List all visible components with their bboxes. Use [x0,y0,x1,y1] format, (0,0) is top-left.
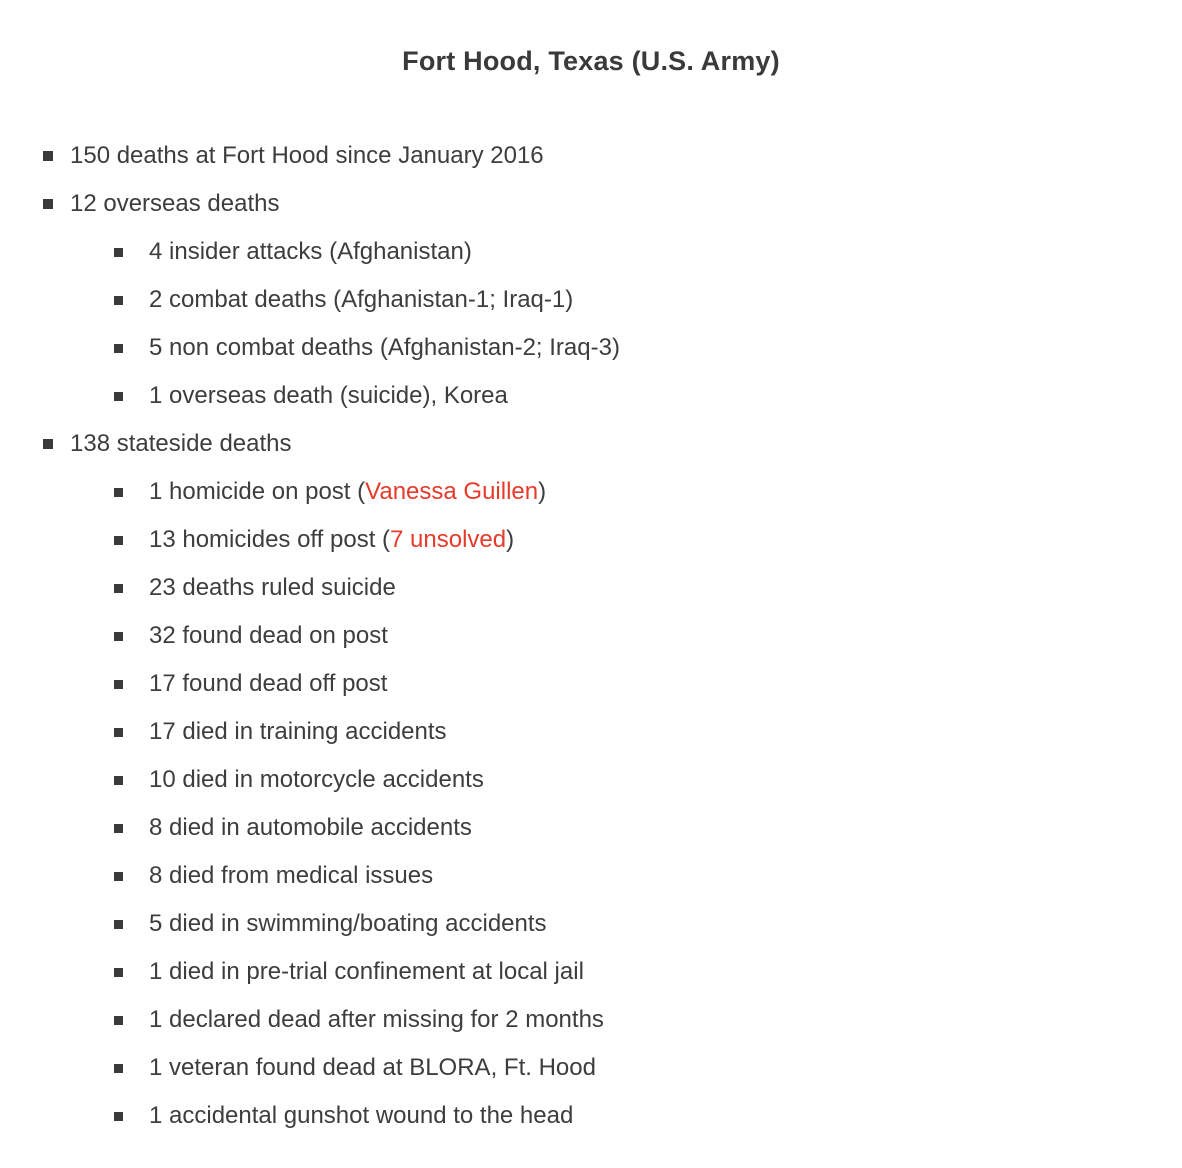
square-bullet-icon [114,392,123,401]
list-item-text [70,141,544,171]
text-segment: 8 died from medical issues [149,862,434,889]
list-item [0,1044,1182,1092]
square-bullet-icon [114,632,123,641]
highlighted-text: Vanessa Guillen [365,478,539,505]
text-segment: 1 declared dead after missing for 2 months [149,1006,604,1033]
text-segment: 2 combat deaths (Afghanistan-1; Iraq-1) [149,286,574,313]
text-segment: 138 stateside deaths [70,430,292,457]
square-bullet-icon [114,488,123,497]
square-bullet-icon [114,536,123,545]
square-bullet-icon [114,776,123,785]
list-item [0,516,1182,564]
list-item-text [149,1005,604,1035]
text-segment: 17 found dead off post [149,670,388,697]
text-segment: ) [538,478,547,505]
square-bullet-icon [43,199,53,209]
square-bullet-icon [114,296,123,305]
list-item-text [149,1053,596,1083]
list-item-text [70,189,279,219]
square-bullet-icon [114,584,123,593]
list-item-text [149,957,584,987]
list-item [0,132,1182,180]
list-item [0,324,1182,372]
list-item-text [149,477,546,507]
square-bullet-icon [43,151,53,161]
list-item-text [149,621,388,651]
text-segment: 10 died in motorcycle accidents [149,766,484,793]
square-bullet-icon [114,344,123,353]
page-title: Fort Hood, Texas (U.S. Army) [402,46,780,76]
list-item-text [149,861,433,891]
text-segment: 13 homicides off post ( [149,526,391,553]
list-item [0,660,1182,708]
square-bullet-icon [114,1016,123,1025]
list-item [0,948,1182,996]
text-segment: 23 deaths ruled suicide [149,574,396,601]
text-segment: 5 died in swimming/boating accidents [149,910,547,937]
list-item [0,852,1182,900]
list-item [0,1092,1182,1140]
list-item [0,564,1182,612]
list-item-text [149,573,396,603]
square-bullet-icon [114,728,123,737]
text-segment: 1 died in pre-trial confinement at local jail [149,958,584,985]
text-segment: 1 overseas death (suicide), Korea [149,382,508,409]
list-item [0,372,1182,420]
text-segment: 1 accidental gunshot wound to the head [149,1102,574,1129]
list-item-text [149,813,472,843]
text-segment: 17 died in training accidents [149,718,447,745]
list-item-text [149,285,573,315]
list-item [0,612,1182,660]
text-segment: 1 veteran found dead at BLORA, Ft. Hood [149,1054,596,1081]
square-bullet-icon [43,439,53,449]
list-item [0,276,1182,324]
list-item-text [149,237,472,267]
list-item [0,900,1182,948]
list-item [0,180,1182,228]
highlighted-text: 7 unsolved [390,526,507,553]
text-segment: 8 died in automobile accidents [149,814,472,841]
death-statistics-list [0,132,1182,1140]
list-item-text [70,429,292,459]
text-segment: ) [506,526,515,553]
square-bullet-icon [114,248,123,257]
list-item-text [149,909,547,939]
list-item [0,468,1182,516]
text-segment: 32 found dead on post [149,622,388,649]
list-item-text [149,1101,573,1131]
text-segment: 5 non combat deaths (Afghanistan-2; Iraq-3) [149,334,620,361]
list-item [0,228,1182,276]
list-item-text [149,333,620,363]
square-bullet-icon [114,824,123,833]
list-item-text [149,765,484,795]
list-item-text [149,381,508,411]
square-bullet-icon [114,1112,123,1121]
square-bullet-icon [114,680,123,689]
text-segment: 4 insider attacks (Afghanistan) [149,238,472,265]
square-bullet-icon [114,968,123,977]
square-bullet-icon [114,872,123,881]
list-item-text [149,717,447,747]
list-item [0,420,1182,468]
list-item-text [149,669,387,699]
text-segment: 150 deaths at Fort Hood since January 2016 [70,142,544,169]
square-bullet-icon [114,920,123,929]
square-bullet-icon [114,1064,123,1073]
list-item [0,756,1182,804]
list-item [0,996,1182,1044]
text-segment: 12 overseas deaths [70,190,280,217]
list-item [0,804,1182,852]
list-item [0,708,1182,756]
list-item-text [149,525,514,555]
text-segment: 1 homicide on post ( [149,478,366,505]
